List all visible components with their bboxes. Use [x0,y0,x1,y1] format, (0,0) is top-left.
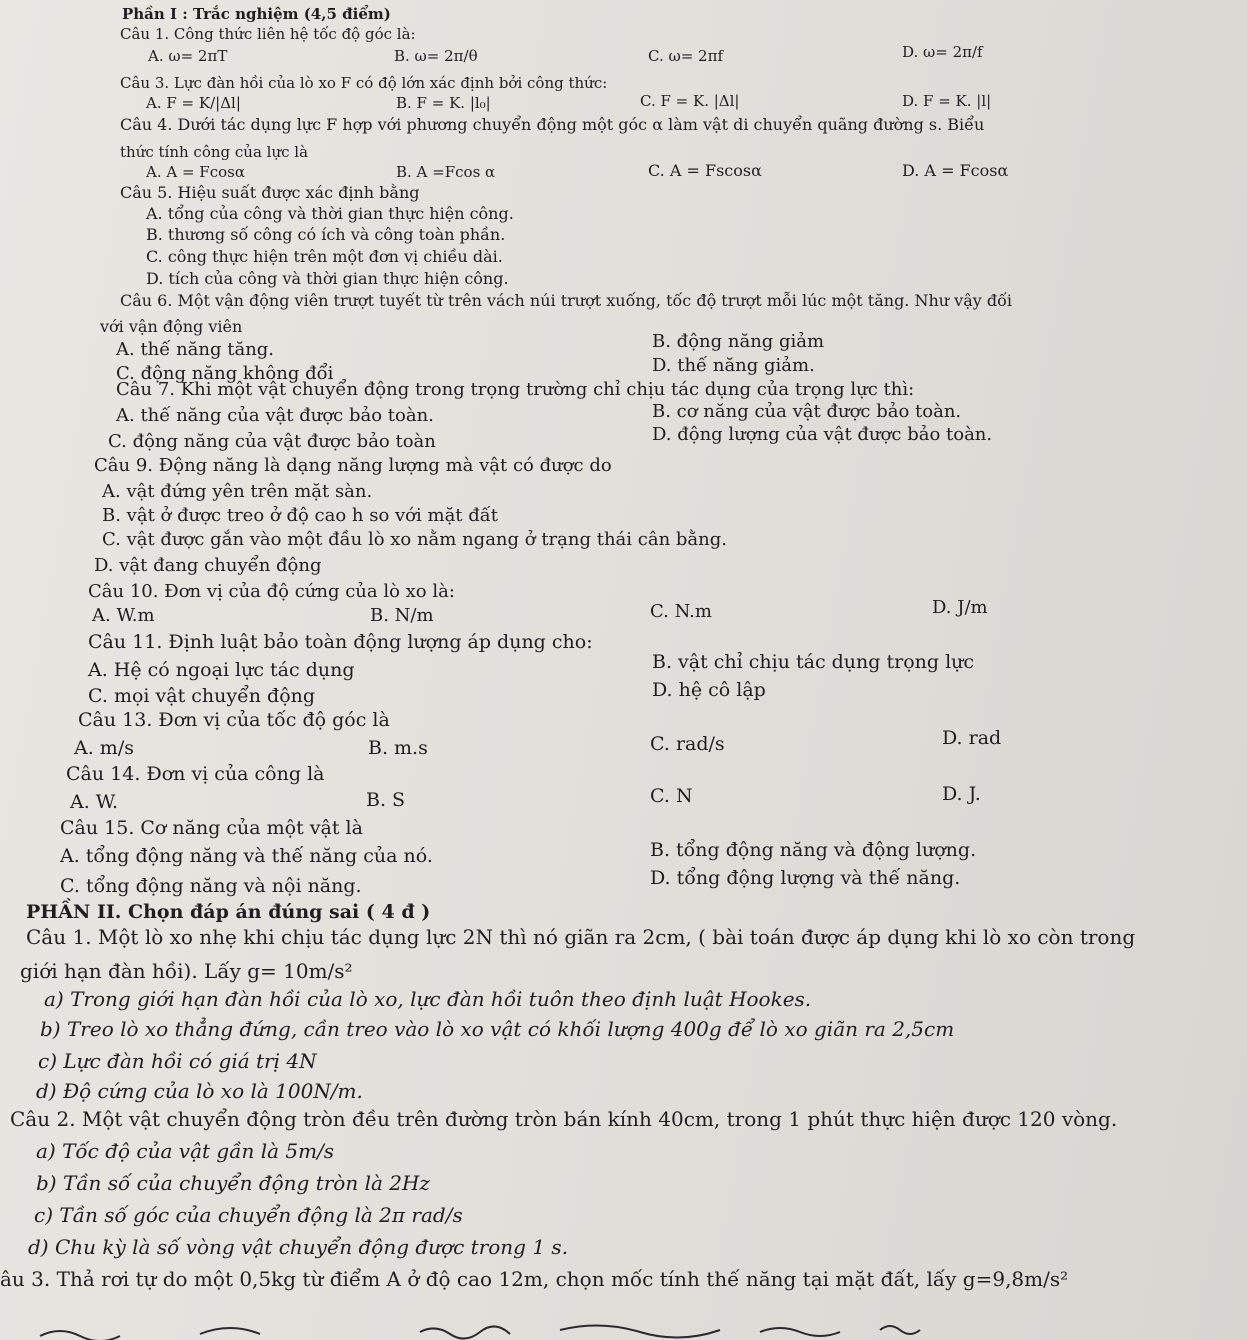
q5-option-c: C. công thực hiện trên một đơn vị chiều dài. [146,247,503,266]
p2-q1-statement-b: b) Treo lò xo thẳng đứng, cần treo vào lò xo vật có khối lượng 400g để lò xo giãn ra 2,5cm [40,1017,955,1041]
q15-option-d: D. tổng động lượng và thế năng. [650,867,961,889]
q3-option-a: A. F = K/|Δl| [146,94,241,112]
p2-q1-statement-c: c) Lực đàn hồi có giá trị 4N [38,1049,317,1073]
q1-stem: Câu 1. Công thức liên hệ tốc độ góc là: [120,25,416,43]
q1-option-c: C. ω= 2πf [648,47,723,65]
q5-option-d: D. tích của công và thời gian thực hiện công. [146,269,509,288]
q15-option-b: B. tổng động năng và động lượng. [650,839,977,861]
q4-stem-line2: thức tính công của lực là [120,143,309,161]
q3-option-d: D. F = K. |l| [902,92,992,110]
q14-option-a: A. W. [70,791,119,813]
q6-option-c: C. động năng không đổi [116,363,334,384]
q7-option-a: A. thế năng của vật được bảo toàn. [116,405,434,426]
q14-stem: Câu 14. Đơn vị của công là [66,763,325,785]
q13-option-d: D. rad [942,727,1002,749]
q4-option-c: C. A = Fscosα [648,161,762,180]
p2-q1-statement-a: a) Trong giới hạn đàn hồi của lò xo, lực đàn hồi tuôn theo định luật Hookes. [44,987,812,1011]
q10-option-a: A. W.m [92,605,155,626]
q4-option-a: A. A = Fcosα [146,163,245,181]
q3-option-b: B. F = K. |l₀| [396,94,491,112]
q7-option-c: C. động năng của vật được bảo toàn [108,431,436,452]
q1-option-b: B. ω= 2π/θ [394,47,478,65]
q6-stem-line2: với vận động viên [100,317,243,336]
q4-stem-line1: Câu 4. Dưới tác dụng lực F hợp với phương chuyển động một góc α làm vật di chuyển quãng đường s. Biểu [120,115,985,134]
q6-option-d: D. thế năng giảm. [652,355,815,376]
q6-option-b: B. động năng giảm [652,331,825,352]
q9-stem: Câu 9. Động năng là dạng năng lượng mà vật có được do [94,455,612,476]
q11-stem: Câu 11. Định luật bảo toàn động lượng áp dụng cho: [88,631,593,653]
q6-option-a: A. thế năng tăng. [116,339,275,360]
q10-option-d: D. J/m [932,597,988,618]
q6-stem-line1: Câu 6. Một vận động viên trượt tuyết từ trên vách núi trượt xuống, tốc độ trượt mỗi lúc một tăng. Như vậy đối [120,291,1013,310]
q7-stem: Câu 7. Khi một vật chuyển động trong trọng trường chỉ chịu tác dụng của trọng lực thì: [116,379,915,400]
p2-q2-stem: Câu 2. Một vật chuyển động tròn đều trên đường tròn bán kính 40cm, trong 1 phút thực hiện được 120 vòng. [10,1107,1118,1131]
q4-option-b: B. A =Fcos α [396,163,496,181]
q13-option-a: A. m/s [74,737,134,759]
q1-option-a: A. ω= 2πT [148,47,228,65]
q13-option-c: C. rad/s [650,733,725,755]
p2-q2-statement-d: d) Chu kỳ là số vòng vật chuyển động được trong 1 s. [28,1235,569,1259]
p2-q3-stem: âu 3. Thả rơi tự do một 0,5kg từ điểm A ở độ cao 12m, chọn mốc tính thế năng tại mặt đất, lấy g=9,8m/s² [0,1267,1069,1291]
q11-option-a: A. Hệ có ngoại lực tác dụng [88,659,355,681]
q11-option-c: C. mọi vật chuyển động [88,685,316,707]
p2-q1-stem-line2: giới hạn đàn hồi). Lấy g= 10m/s² [20,959,353,983]
q14-option-b: B. S [366,789,406,811]
q10-stem: Câu 10. Đơn vị của độ cứng của lò xo là: [88,581,455,602]
q14-option-c: C. N [650,785,693,807]
q10-option-c: C. N.m [650,601,712,622]
q9-option-a: A. vật đứng yên trên mặt sàn. [102,481,373,502]
p2-q1-stem-line1: Câu 1. Một lò xo nhẹ khi chịu tác dụng lực 2N thì nó giãn ra 2cm, ( bài toán được áp dụng khi lò xo còn trong [26,925,1136,949]
q13-option-b: B. m.s [368,737,428,759]
q9-option-c: C. vật được gắn vào một đầu lò xo nằm ngang ở trạng thái cân bằng. [102,529,727,550]
part1-heading: Phần I : Trắc nghiệm (4,5 điểm) [122,5,391,23]
q15-option-a: A. tổng động năng và thế năng của nó. [60,845,433,867]
q7-option-b: B. cơ năng của vật được bảo toàn. [652,401,962,422]
q3-stem: Câu 3. Lực đàn hồi của lò xo F có độ lớn xác định bởi công thức: [120,74,608,92]
q13-stem: Câu 13. Đơn vị của tốc độ góc là [78,709,390,731]
p2-q1-statement-d: d) Độ cứng của lò xo là 100N/m. [36,1079,363,1103]
q9-option-d: D. vật đang chuyển động [94,555,322,576]
p2-q2-statement-b: b) Tần số của chuyển động tròn là 2Hz [36,1171,430,1195]
q5-option-b: B. thương số công có ích và công toàn phần. [146,225,506,244]
q7-option-d: D. động lượng của vật được bảo toàn. [652,424,993,445]
q11-option-b: B. vật chỉ chịu tác dụng trọng lực [652,651,975,673]
q14-option-d: D. J. [942,783,981,805]
q15-stem: Câu 15. Cơ năng của một vật là [60,817,363,839]
q9-option-b: B. vật ở được treo ở độ cao h so với mặt đất [102,505,499,526]
q11-option-d: D. hệ cô lập [652,679,766,701]
p2-q2-statement-a: a) Tốc độ của vật gần là 5m/s [36,1139,335,1163]
q1-option-d: D. ω= 2π/f [902,43,983,61]
handwriting-scribble [0,1318,1247,1340]
q5-stem: Câu 5. Hiệu suất được xác định bằng [120,183,420,202]
q5-option-a: A. tổng của công và thời gian thực hiện công. [146,204,514,223]
q15-option-c: C. tổng động năng và nội năng. [60,875,362,897]
q3-option-c: C. F = K. |Δl| [640,92,740,110]
p2-q2-statement-c: c) Tần số góc của chuyển động là 2π rad/s [34,1203,463,1227]
q10-option-b: B. N/m [370,605,434,626]
part2-heading: PHẦN II. Chọn đáp án đúng sai ( 4 đ ) [26,901,431,923]
q4-option-d: D. A = Fcosα [902,161,1009,180]
